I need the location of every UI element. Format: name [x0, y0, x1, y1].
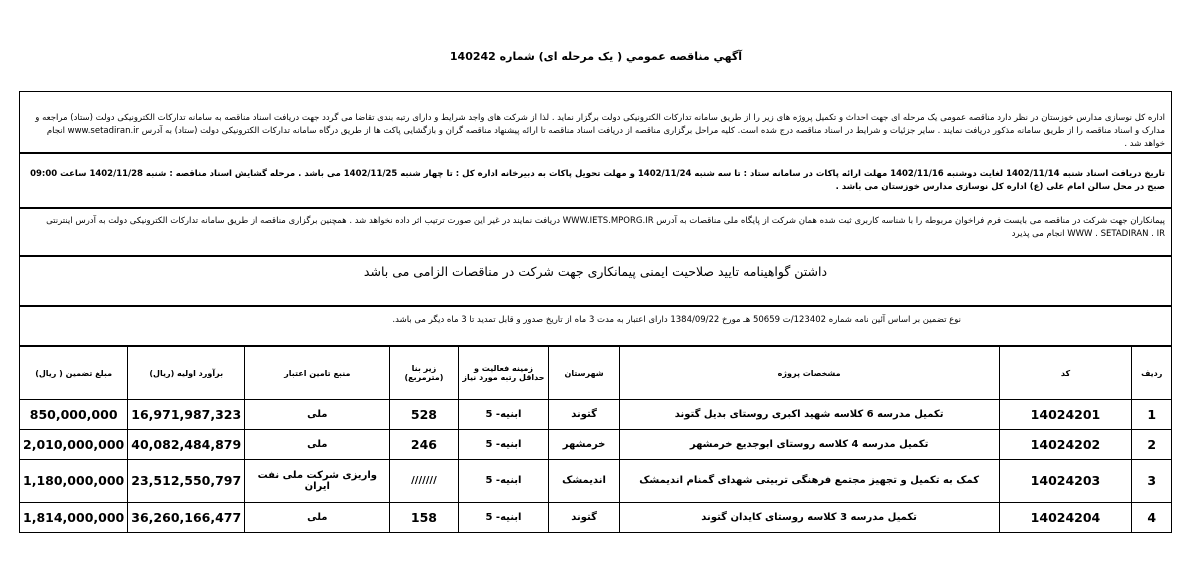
cell-row-number: 3: [1132, 459, 1172, 502]
cell-project: کمک به تکمیل و تجهیز مجتمع فرهنگی تربیتی شهدای گمنام اندیمشک: [619, 459, 999, 502]
cell-row-number: 4: [1132, 503, 1172, 533]
cell-funding: ملی: [245, 429, 390, 459]
intro-paragraph: [19, 91, 1172, 153]
cell-estimate: 23,512,550,797: [128, 459, 245, 502]
table-row: [20, 429, 1172, 459]
cell-deposit: 1,180,000,000: [20, 459, 128, 502]
safety-text: داشتن گواهینامه تایید صلاحیت ایمنی پیمانکاری جهت شرکت در مناقصات الزامی می باشد: [363, 264, 828, 279]
cell-area: ///////: [390, 459, 458, 502]
cell-code: 14024202: [999, 429, 1132, 459]
cell-project: تکمیل مدرسه 4 کلاسه روستای ابوجدیع خرمشهر: [619, 429, 999, 459]
projects-table: [19, 346, 1172, 533]
cell-code: 14024201: [999, 400, 1132, 430]
header-row-number: ردیف: [1132, 347, 1172, 400]
registration-paragraph: [19, 208, 1172, 256]
header-field: زمینه فعالیت و حداقل رتبه مورد نیاز: [458, 347, 549, 400]
cell-funding: ملی: [245, 400, 390, 430]
cell-row-number: 1: [1132, 400, 1172, 430]
cell-estimate: 40,082,484,879: [128, 429, 245, 459]
cell-code: 14024203: [999, 459, 1132, 502]
safety-notice: [19, 256, 1172, 306]
cell-field: ابنیه- 5: [458, 503, 549, 533]
header-estimate: برآورد اولیه (ریال): [128, 347, 245, 400]
cell-area: 528: [390, 400, 458, 430]
cell-row-number: 2: [1132, 429, 1172, 459]
dates-paragraph: [19, 153, 1172, 208]
page-title: آگهي مناقصه عمومي ( يک مرحله ای) شماره 140242: [449, 50, 743, 63]
cell-area: 158: [390, 503, 458, 533]
cell-deposit: 1,814,000,000: [20, 503, 128, 533]
intro-text: اداره کل نوسازی مدارس خوزستان در نظر دارد مناقصه عمومی یک مرحله ای جهت احداث و تکمیل پروژه های زیر را از طریق سامانه تدارکات الکترونیکی دولت برگزار نماید . لذا از شرکت های واجد شرایط و دارای رتبه بندی تقاضا می گردد جهت دریافت اسناد مناقصه به سامانه تدارکات الکترونیکی دولت (ستاد) مراجعه و مدارک و اسناد مناقصه را از طریق سامانه مذکور دریافت نمایند . سایر جزئیات و شرایط در اسناد مناقصه درج شده است. کلیه مراحل برگزاری مناقصه از دریافت اسناد مناقصه تا ارائه پیشنهاد مناقصه گران و بازگشایی پاکت ها از طریق درگاه سامانه تدارکات الکترونیکی دولت (ستاد) به آدرس www.setadiran.ir انجام خواهد شد .: [35, 113, 1165, 149]
cell-field: ابنیه- 5: [458, 400, 549, 430]
header-area: زیر بنا (مترمربع): [390, 347, 458, 400]
table-header-row: [20, 347, 1172, 400]
cell-deposit: 2,010,000,000: [20, 429, 128, 459]
guarantee-paragraph: [19, 306, 1172, 346]
cell-field: ابنیه- 5: [458, 459, 549, 502]
cell-area: 246: [390, 429, 458, 459]
header-deposit: مبلغ تضمین ( ریال): [20, 347, 128, 400]
cell-city: گتوند: [549, 503, 619, 533]
cell-city: خرمشهر: [549, 429, 619, 459]
registration-text: پیمانکاران جهت شرکت در مناقصه می بایست فرم فراخوان مربوطه را با شناسه کاربری ثبت شده همان شرکت از پایگاه ملی مناقصات به آدرس WWW.IETS.MPORG.IR دریافت نمایند در غیر این صورت ترتیب اثر داده نخواهد شد . همچنین برگزاری مناقصه از طریق سامانه تدارکات الکترونیکی دولت به آدرس اینترنتی WWW . SETADIRAN . IR انجام می پذیرد: [46, 216, 1165, 239]
table-row: [20, 459, 1172, 502]
header-city: شهرستان: [549, 347, 619, 400]
cell-city: اندیمشک: [549, 459, 619, 502]
table-row: [20, 400, 1172, 430]
guarantee-text: نوع تضمین بر اساس آئین نامه شماره 123402/ت 50659 هـ مورخ 1384/09/22 دارای اعتبار به مدت 3 ماه از تاریخ صدور و قابل تمدید تا 3 ماه دیگر می باشد.: [392, 315, 961, 325]
dates-text: تاریخ دریافت اسناد شنبه 1402/11/14 لغایت دوشنبه 1402/11/16 مهلت ارائه پاکات در سامانه ستاد : تا سه شنبه 1402/11/24 و مهلت تحویل پاکات به دبیرخانه اداره کل : تا چهار شنبه 1402/11/25 می باشد . مرحله گشایش اسناد مناقصه : شنبه 1402/11/28 ساعت 09:00 صبح در محل سالن امام علی (ع) اداره کل نوسازی مدارس خوزستان می باشد .: [30, 169, 1165, 192]
header-code: کد: [999, 347, 1132, 400]
cell-funding: واریزی شرکت ملی نفت ایران: [245, 459, 390, 502]
cell-project: تکمیل مدرسه 6 کلاسه شهید اکبری روستای بدیل گتوند: [619, 400, 999, 430]
cell-project: تکمیل مدرسه 3 کلاسه روستای کایدان گتوند: [619, 503, 999, 533]
cell-estimate: 36,260,166,477: [128, 503, 245, 533]
cell-estimate: 16,971,987,323: [128, 400, 245, 430]
table-row: [20, 503, 1172, 533]
cell-deposit: 850,000,000: [20, 400, 128, 430]
cell-funding: ملی: [245, 503, 390, 533]
cell-code: 14024204: [999, 503, 1132, 533]
header-funding: منبع تامین اعتبار: [245, 347, 390, 400]
cell-field: ابنیه- 5: [458, 429, 549, 459]
header-project: مشخصات پروژه: [619, 347, 999, 400]
cell-city: گتوند: [549, 400, 619, 430]
